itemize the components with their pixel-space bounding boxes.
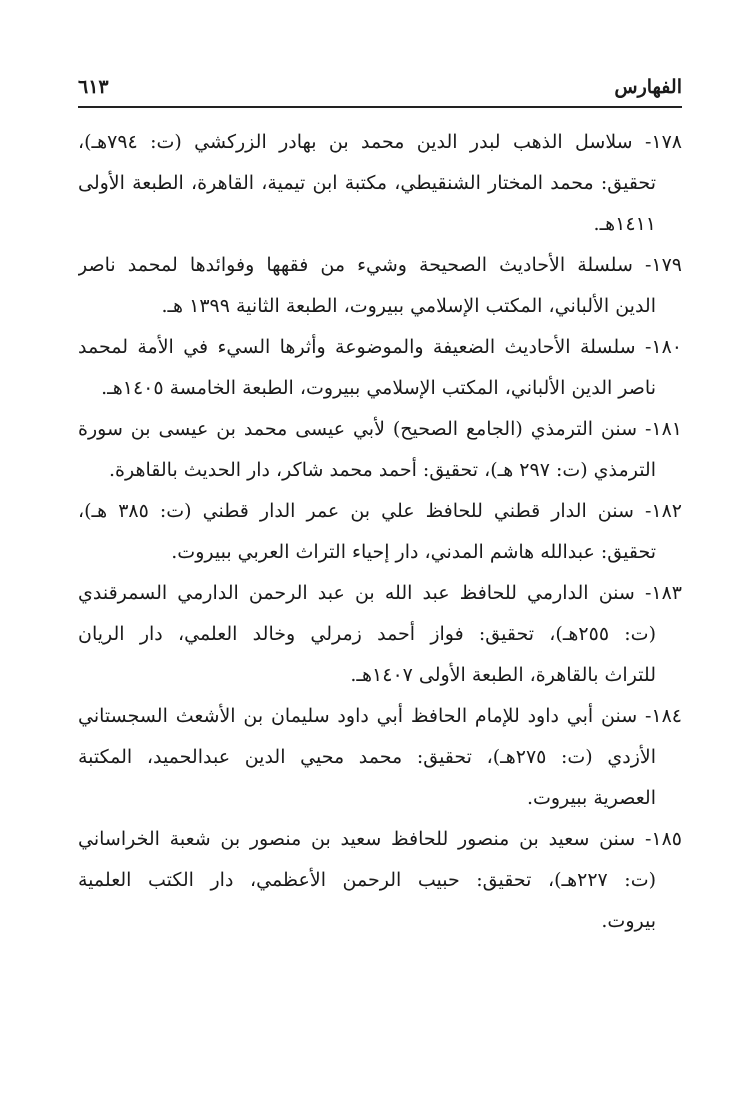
entry-line: بيروت. [601, 910, 656, 932]
entry-line: الدين الألباني، المكتب الإسلامي ببيروت، الطبعة الثانية ١٣٩٩ هـ. [161, 295, 656, 317]
entry-line: ١٤١١هـ. [593, 213, 656, 235]
entry-line: ناصر الدين الألباني، المكتب الإسلامي ببيروت، الطبعة الخامسة ١٤٠٥هـ. [101, 377, 656, 399]
entry-line: الترمذي (ت: ٢٩٧ هـ)، تحقيق: أحمد محمد شاكر، دار الحديث بالقاهرة. [109, 459, 656, 481]
entry-line: ١٨٥- سنن سعيد بن منصور للحافظ سعيد بن منصور بن شعبة الخراساني [78, 828, 682, 850]
page-header [78, 72, 682, 108]
book-page [78, 72, 682, 1032]
entry-line: للتراث بالقاهرة، الطبعة الأولى ١٤٠٧هـ. [350, 664, 656, 686]
bibliography-entry-181 [78, 409, 682, 491]
running-title: الفهارس [614, 76, 682, 98]
page-number: ٦١٣ [78, 76, 109, 98]
bibliography-entry-179 [78, 245, 682, 327]
entry-line: ١٧٩- سلسلة الأحاديث الصحيحة وشيء من فقهها وفوائدها لمحمد ناصر [78, 254, 682, 276]
entry-line: ١٨٤- سنن أبي داود للإمام الحافظ أبي داود سليمان بن الأشعث السجستاني [78, 705, 682, 727]
entry-line: ١٨٢- سنن الدار قطني للحافظ علي بن عمر الدار قطني (ت: ٣٨٥ هـ)، [78, 500, 682, 522]
entry-line: (ت: ٢٢٧هـ)، تحقيق: حبيب الرحمن الأعظمي، دار الكتب العلمية [78, 869, 656, 891]
bibliography-entry-183 [78, 573, 682, 696]
entry-line: ١٨٠- سلسلة الأحاديث الضعيفة والموضوعة وأثرها السيء في الأمة لمحمد [78, 336, 682, 358]
bibliography-entry-184 [78, 696, 682, 819]
entry-line: تحقيق: محمد المختار الشنقيطي، مكتبة ابن تيمية، القاهرة، الطبعة الأولى [78, 172, 656, 194]
entry-line: تحقيق: عبدالله هاشم المدني، دار إحياء التراث العربي ببيروت. [171, 541, 656, 563]
bibliography-entry-182 [78, 491, 682, 573]
entry-line: (ت: ٢٥٥هـ)، تحقيق: فواز أحمد زمرلي وخالد العلمي، دار الريان [78, 623, 656, 645]
bibliography-entry-180 [78, 327, 682, 409]
bibliography-entry-178 [78, 122, 682, 245]
entry-line: ١٨٣- سنن الدارمي للحافظ عبد الله بن عبد الرحمن الدارمي السمرقندي [78, 582, 682, 604]
entry-line: ١٨١- سنن الترمذي (الجامع الصحيح) لأبي عيسى محمد بن عيسى بن سورة [78, 418, 682, 440]
bibliography-entry-185 [78, 819, 682, 942]
entry-line: ١٧٨- سلاسل الذهب لبدر الدين محمد بن بهادر الزركشي (ت: ٧٩٤هـ)، [78, 131, 682, 153]
entry-line: الأزدي (ت: ٢٧٥هـ)، تحقيق: محمد محيي الدين عبدالحميد، المكتبة [78, 746, 656, 768]
entry-line: العصرية ببيروت. [526, 787, 656, 809]
bibliography-list [78, 122, 682, 942]
